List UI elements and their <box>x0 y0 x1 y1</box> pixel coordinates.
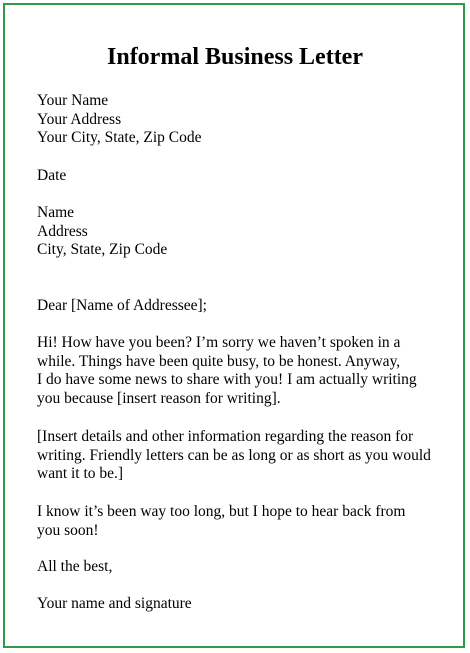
recipient-address: Address <box>37 222 88 240</box>
salutation: Dear [Name of Addressee]; <box>37 297 207 314</box>
paragraph-line: while. Things have been quite busy, to be honest. Anyway, <box>37 352 401 370</box>
recipient-block <box>37 204 442 260</box>
date-block <box>37 167 442 186</box>
paragraph-line: Hi! How have you been? I’m sorry we haven’t spoken in a <box>37 334 401 351</box>
paragraph-line: want it to be.] <box>37 465 124 483</box>
body-paragraph-1 <box>37 334 442 409</box>
letter-date: Date <box>37 167 67 184</box>
salutation-block <box>37 297 442 316</box>
letter-title: Informal Business Letter <box>107 44 363 70</box>
closing: All the best, <box>37 558 113 575</box>
sender-block <box>37 92 442 148</box>
paragraph-line: writing. Friendly letters can be as long or as short as you would <box>37 446 431 464</box>
sender-name: Your Name <box>37 92 109 109</box>
paragraph-line: you soon! <box>37 521 99 539</box>
closing-block <box>37 558 442 577</box>
paragraph-line: I do have some news to share with you! I am actually writing <box>37 371 417 389</box>
signature-block <box>37 595 442 614</box>
paragraph-line: I know it’s been way too long, but I hope to hear back from <box>37 503 406 520</box>
recipient-name: Name <box>37 204 75 221</box>
recipient-city: City, State, Zip Code <box>37 241 168 259</box>
sender-address: Your Address <box>37 110 122 128</box>
paragraph-line: you because [insert reason for writing]. <box>37 390 281 408</box>
body-paragraph-3 <box>37 503 442 540</box>
sender-city: Your City, State, Zip Code <box>37 129 202 147</box>
paragraph-line: [Insert details and other information regarding the reason for <box>37 428 414 445</box>
body-paragraph-2 <box>37 428 442 484</box>
signature: Your name and signature <box>37 595 192 612</box>
